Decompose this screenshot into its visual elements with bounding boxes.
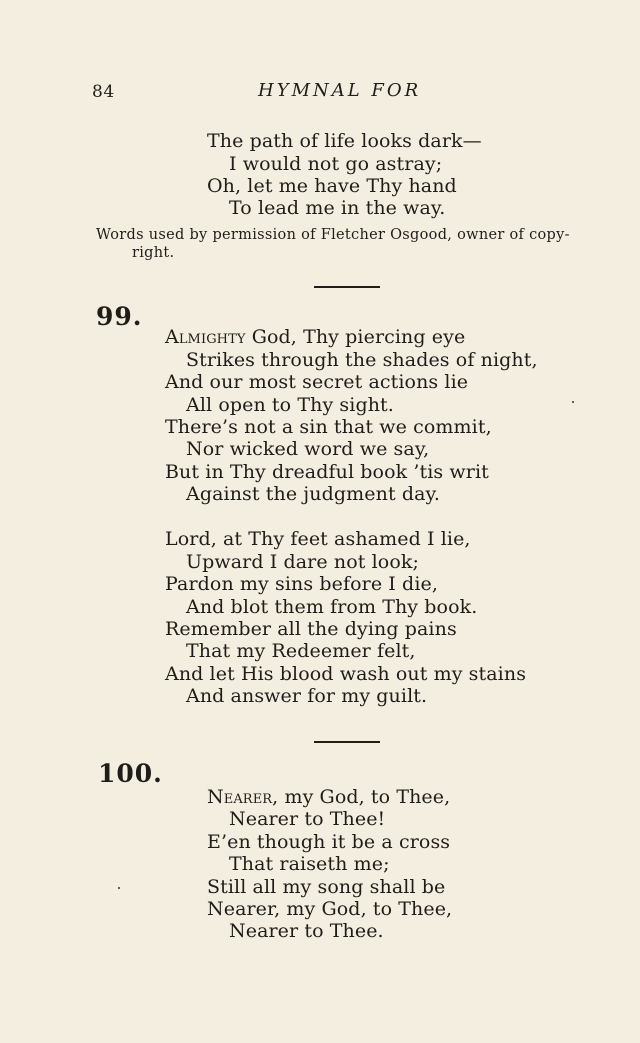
verse-line: To lead me in the way. [229,197,446,219]
hymn-number: 99. [96,302,143,331]
verse-line: Still all my song shall be [207,876,446,898]
verse-line: Pardon my sins before I die, [165,573,438,595]
running-title: HYMNAL FOR [258,80,422,101]
verse-line: And blot them from Thy book. [186,596,478,618]
verse-line: Lord, at Thy feet ashamed I lie, [165,528,471,550]
section-divider [314,286,380,288]
credit-line: Words used by permission of Fletcher Osgood, owner of copy- [96,227,570,243]
verse-line: And let His blood wash out my stains [165,663,527,685]
verse-line: Oh, let me have Thy hand [207,175,457,197]
page-number: 84 [92,82,115,102]
first-line-rest: God, Thy piercing eye [245,326,466,348]
section-divider [314,741,380,743]
verse-line: I would not go astray; [229,153,443,175]
verse-line: There’s not a sin that we commit, [165,416,492,438]
verse-line: That my Redeemer felt, [186,640,416,662]
verse-line: Nor wicked word we say, [186,438,430,460]
copyright-credit [96,226,616,262]
verse-line [165,326,465,348]
first-word: Almighty [165,326,246,348]
hymn-number: 100. [98,759,163,788]
verse-line [207,786,450,808]
verse-line: Strikes through the shades of night, [186,349,538,371]
print-speck [118,887,120,889]
verse-line: Nearer to Thee. [229,920,384,942]
verse-line: Upward I dare not look; [186,551,419,573]
print-speck [572,401,574,403]
verse-line: Against the judgment day. [186,483,440,505]
first-word: Nearer [207,786,273,808]
verse-line: And our most secret actions lie [165,371,469,393]
first-line-rest: , my God, to Thee, [272,786,451,808]
credit-line: right. [132,245,175,261]
verse-line: E’en though it be a cross [207,831,451,853]
verse-line: All open to Thy sight. [186,394,394,416]
verse-line: And answer for my guilt. [186,685,428,707]
verse-line: Remember all the dying pains [165,618,457,640]
verse-line: Nearer to Thee! [229,808,386,830]
verse-line: But in Thy dreadful book ’tis writ [165,461,489,483]
verse-line: Nearer, my God, to Thee, [207,898,453,920]
verse-line: The path of life looks dark— [207,130,482,152]
verse-line: That raiseth me; [229,853,390,875]
